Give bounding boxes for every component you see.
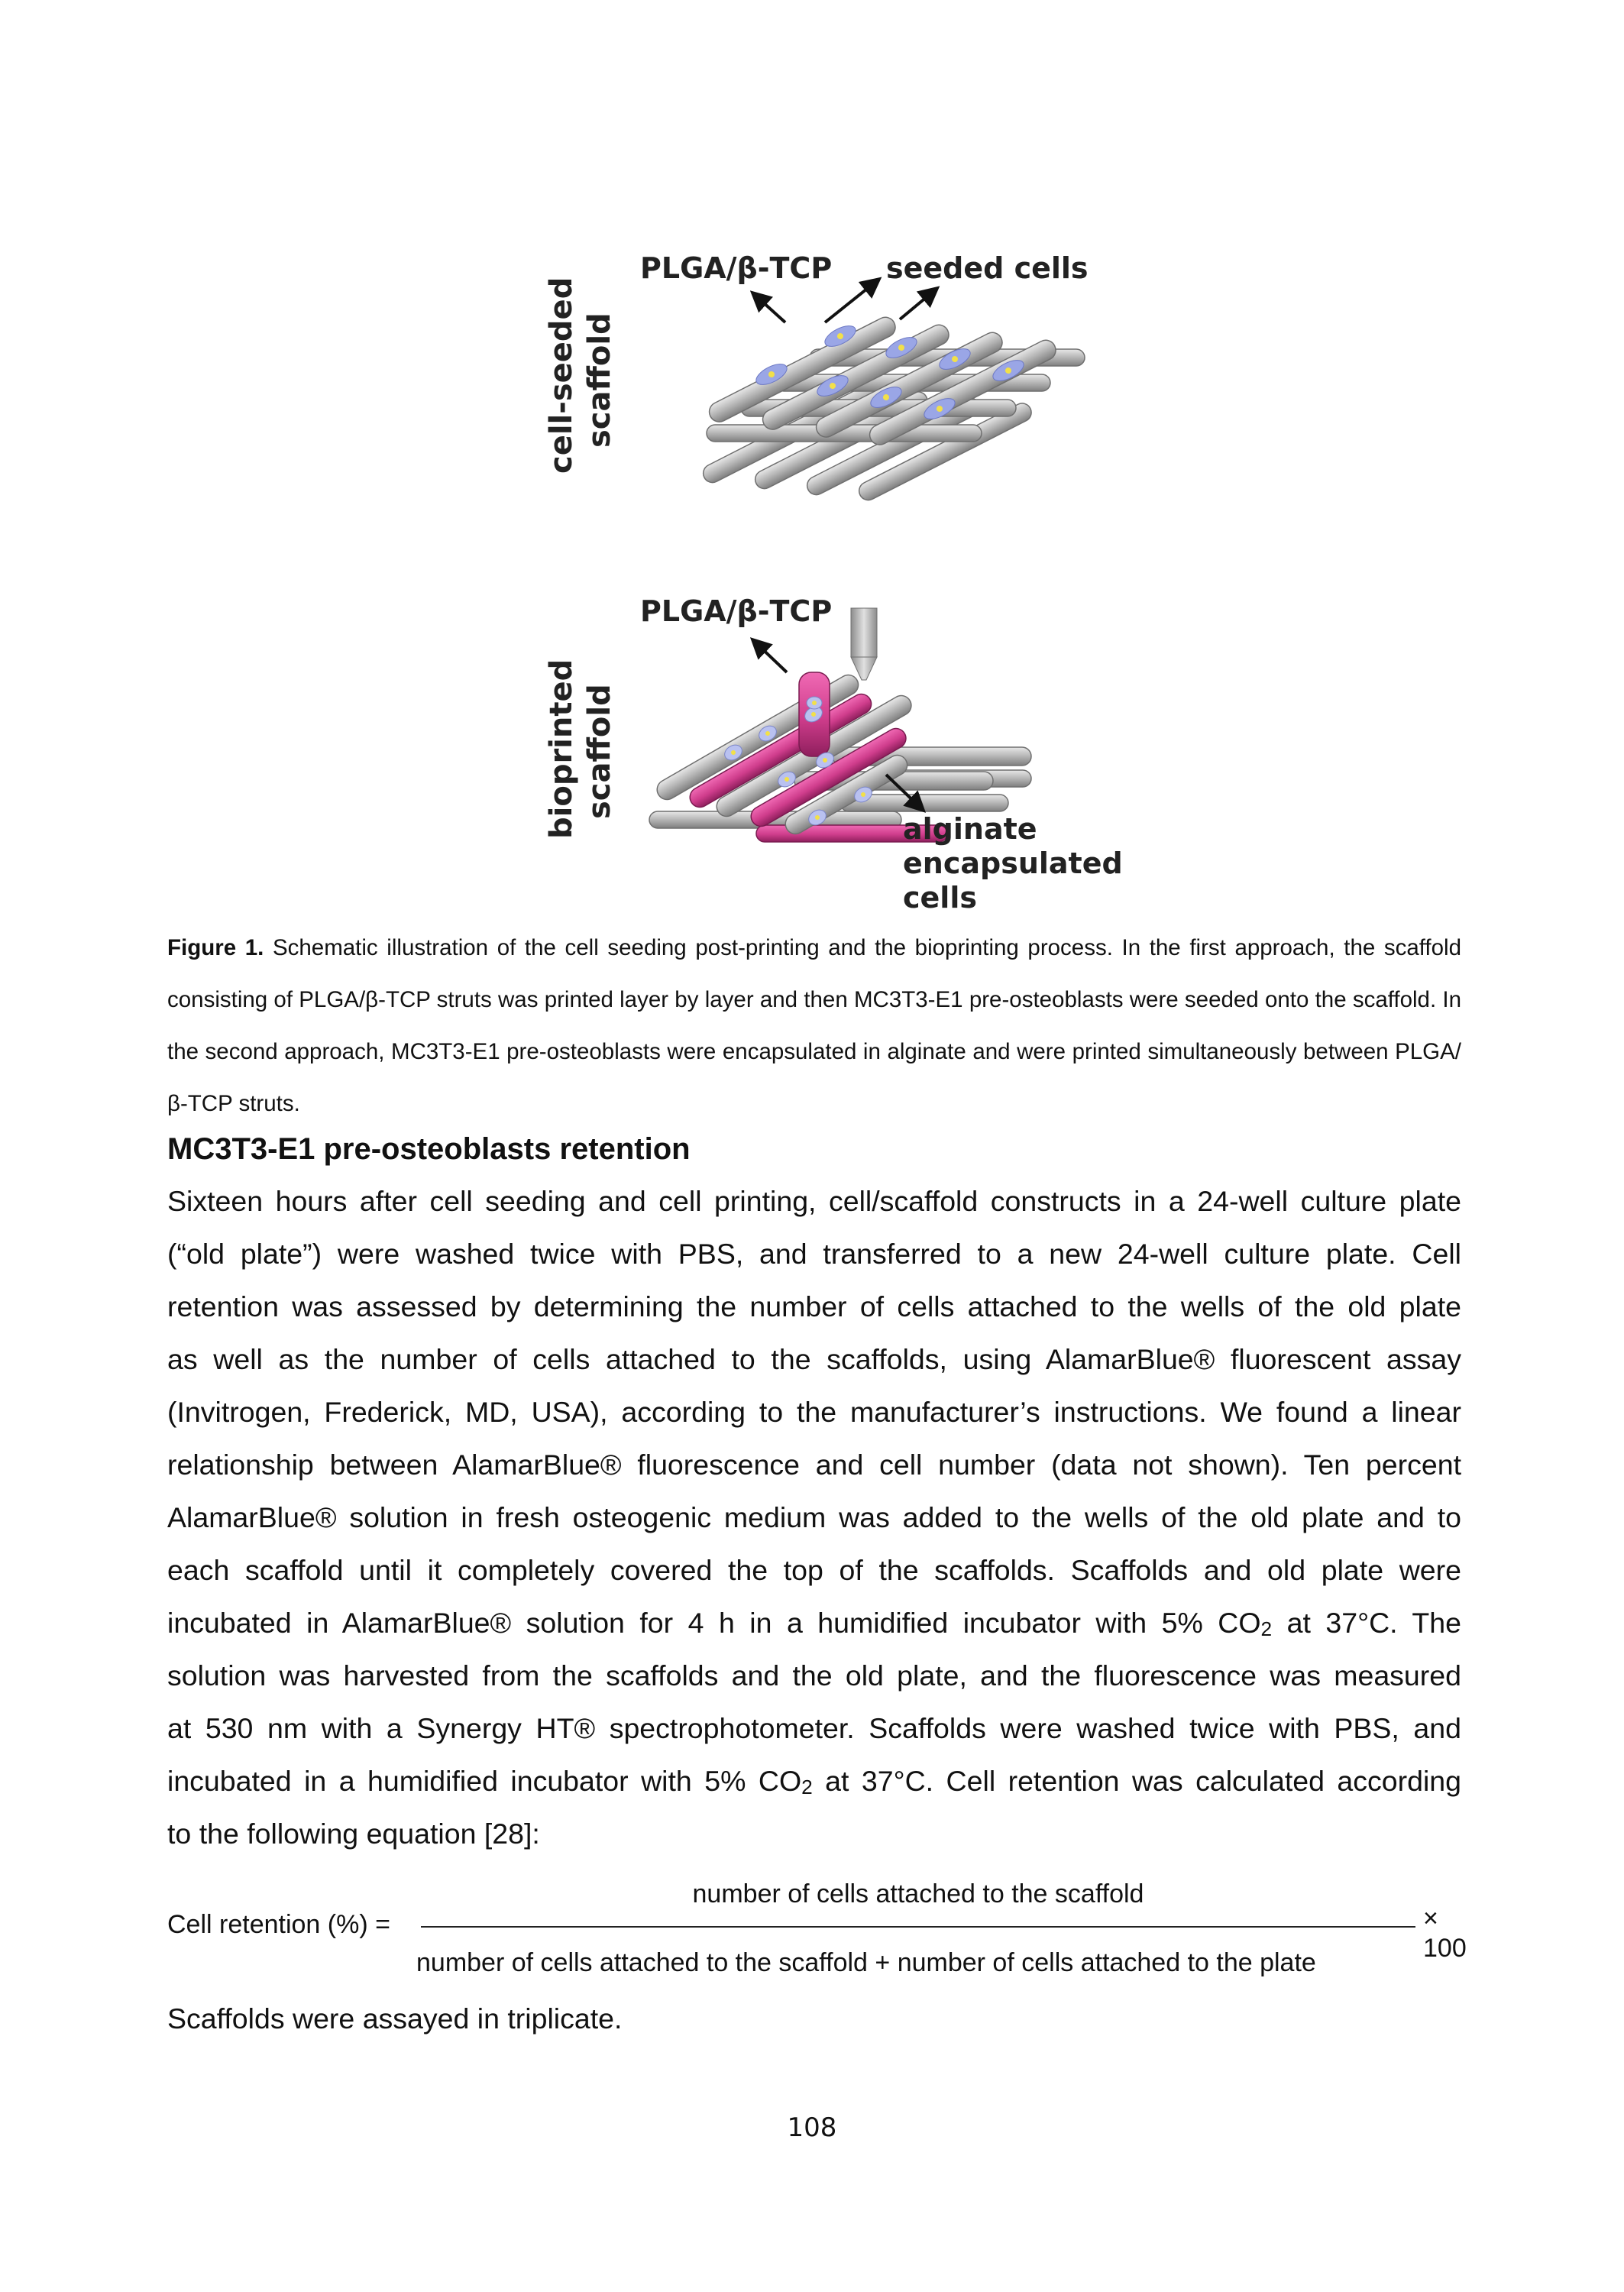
cell-retention-equation [167, 1866, 1467, 1996]
body-line: at 530 nm with a Synergy HT® spectrophotometer. Scaffolds were washed twice with PBS, and [167, 1712, 1461, 1744]
bottom-material-arrow [753, 640, 787, 672]
bottom-cells-label-2: encapsulated [903, 847, 1123, 880]
body-line: solution was harvested from the scaffolds and the old plate, and the fluorescence was measured [167, 1659, 1461, 1691]
body-line-12b: at 37°C. Cell retention was calculated according [812, 1765, 1461, 1797]
bottom-cells-label-1: alginate [903, 812, 1037, 846]
equation-multiplier: × 100 [1423, 1904, 1467, 1963]
body-line: (Invitrogen, Frederick, MD, USA), according to the manufacturer’s instructions. We found a linear [167, 1396, 1461, 1428]
body-line: retention was assessed by determining the number of cells attached to the wells of the old plate [167, 1290, 1461, 1322]
figure-1-schematic [0, 0, 1624, 917]
cell-seeded-side-label: cell-seeded [544, 277, 579, 474]
top-material-arrow [753, 293, 785, 322]
section-body [167, 1175, 1461, 1860]
body-line [167, 1597, 1461, 1649]
body-line-9a: incubated in AlamarBlue® solution for 4 h in a humidified incubator with 5% CO [167, 1607, 1261, 1639]
equation-numerator: number of cells attached to the scaffold [692, 1879, 1144, 1908]
page-number: 108 [787, 2112, 837, 2143]
bottom-material-label: PLGA/β-TCP [640, 594, 833, 628]
figure-caption [167, 922, 1461, 1130]
bioprinted-side-label-2: scaffold [582, 684, 617, 819]
body-line: Sixteen hours after cell seeding and cell printing, cell/scaffold constructs in a 24-well culture plate [167, 1185, 1461, 1217]
section-title: MC3T3-E1 pre-osteoblasts retention [167, 1132, 691, 1166]
body-line-12a: incubated in a humidified incubator with 5% CO [167, 1765, 802, 1797]
caption-label: Figure 1. [167, 935, 264, 960]
body-line: (“old plate”) were washed twice with PBS, and transferred to a new 24-well culture plate. Cell [167, 1238, 1461, 1270]
bioprinted-side-label: bioprinted [544, 659, 579, 839]
top-cells-arrow-1 [825, 280, 878, 322]
fraction-bar [421, 1926, 1415, 1928]
top-cells-label: seeded cells [886, 251, 1089, 285]
top-cells-arrow-2 [900, 289, 937, 319]
equation-denominator: number of cells attached to the scaffold + number of cells attached to the plate [416, 1948, 1316, 1977]
caption-text: Schematic illustration of the cell seeding post-printing and the bioprinting process. In the first approach, the scaffold consisting of PLGA/β-TCP struts was printed layer by layer and then MC3T3-E1 pre-osteoblasts were seeded onto the scaffold. In the second approach, MC3T3-E1 pre-osteoblasts were encapsulated in alginate and were printed simultaneously between PLGA/β-TCP struts. [167, 935, 1461, 1116]
body-line: AlamarBlue® solution in fresh osteogenic medium was added to the wells of the old plate and to [167, 1501, 1461, 1533]
body-line: to the following equation [28]: [167, 1818, 540, 1850]
cell-seeded-side-label-2: scaffold [582, 312, 617, 448]
equation-label: Cell retention (%) = [167, 1910, 390, 1939]
body-line-9b: at 37°C. The [1272, 1607, 1461, 1639]
cell-seeded-scaffold-panel [544, 251, 1089, 503]
body-line [167, 1755, 1461, 1808]
closing-sentence: Scaffolds were assayed in triplicate. [167, 2002, 623, 2035]
bottom-cells-label-3: cells [903, 881, 977, 915]
body-line: relationship between AlamarBlue® fluorescence and cell number (data not shown). Ten percent [167, 1449, 1461, 1481]
co2-subscript: 2 [801, 1775, 813, 1798]
co2-subscript: 2 [1260, 1617, 1273, 1640]
body-line: each scaffold until it completely covered the top of the scaffolds. Scaffolds and old plate were [167, 1554, 1461, 1586]
body-line: as well as the number of cells attached to the scaffolds, using AlamarBlue® fluorescent assay [167, 1343, 1461, 1375]
bioprinted-scaffold-panel [544, 594, 1123, 915]
top-material-label: PLGA/β-TCP [640, 251, 833, 285]
print-nozzle [851, 608, 877, 680]
